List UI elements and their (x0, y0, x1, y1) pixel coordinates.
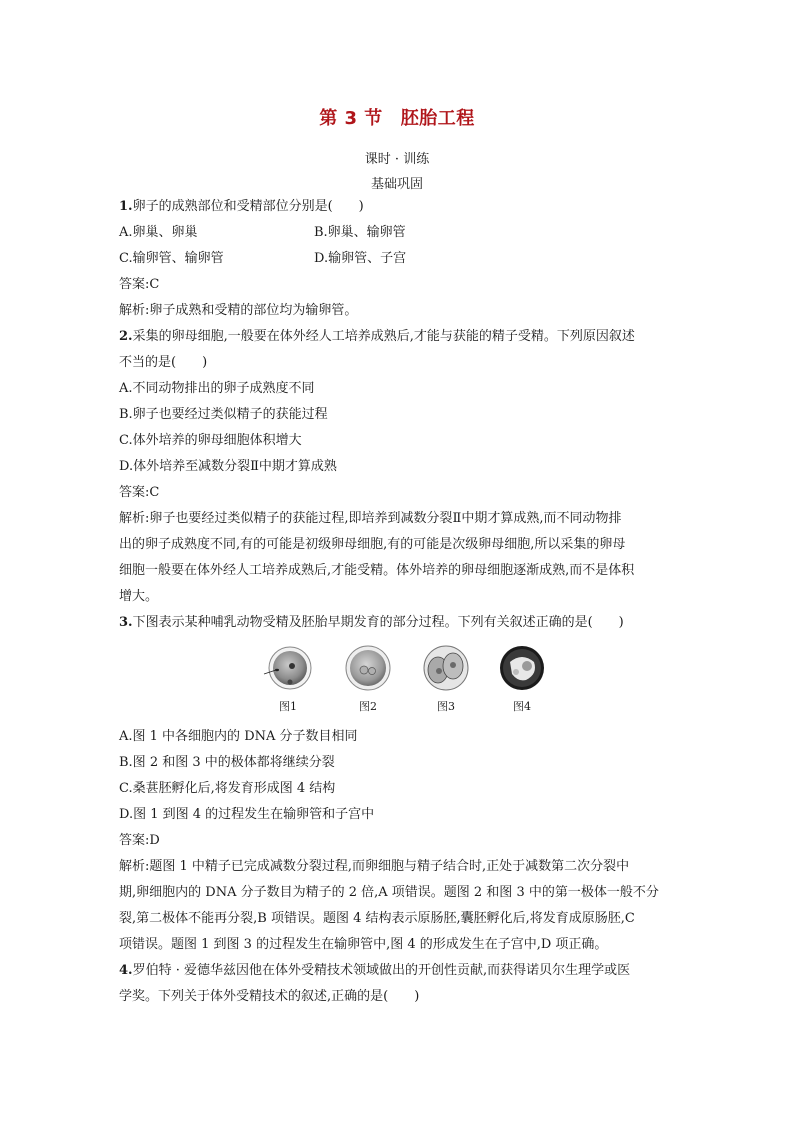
section-heading: 基础巩固 (370, 177, 423, 192)
question-2-option-b: B.卵子也要经过类似精子的获能过程 (119, 407, 328, 422)
question-2-stem-line-2: 不当的是( ) (119, 355, 208, 370)
question-1-option-c: C.输卵管、输卵管 (119, 251, 224, 266)
question-1-option-a: A.卵巢、卵巢 (119, 225, 198, 240)
question-1-answer: 答案:C (119, 277, 160, 292)
question-number: 1. (119, 199, 133, 214)
figure-1-label: 图1 (279, 700, 297, 713)
question-3-option-a: A.图 1 中各细胞内的 DNA 分子数目相同 (119, 729, 358, 744)
question-3-analysis-line-1: 解析:题图 1 中精子已完成减数分裂过程,而卵细胞与精子结合时,正处于减数第二次分裂中 (119, 859, 630, 874)
question-3-analysis-line-3: 裂,第二极体不能再分裂,B 项错误。题图 4 结构表示原肠胚,囊胚孵化后,将发育成原肠胚,C (119, 911, 635, 926)
question-2-analysis-line-4: 增大。 (119, 589, 159, 604)
question-number: 4. (119, 963, 133, 978)
zygote-illustration (342, 644, 394, 696)
question-2-stem-line-1: 2.采集的卵母细胞,一般要在体外经人工培养成熟后,才能与获能的精子受精。下列原因叙述 (119, 329, 635, 344)
question-3-option-c: C.桑葚胚孵化后,将发育形成图 4 结构 (119, 781, 336, 796)
figure-3-label: 图3 (437, 700, 455, 713)
question-3-answer: 答案:D (119, 833, 160, 848)
question-2-option-a: A.不同动物排出的卵子成熟度不同 (119, 381, 315, 396)
question-4-stem-line-2: 学奖。下列关于体外受精技术的叙述,正确的是( ) (119, 989, 420, 1004)
question-2-answer: 答案:C (119, 485, 160, 500)
two-cell-embryo-illustration (420, 644, 472, 696)
question-2-analysis-line-1: 解析:卵子也要经过类似精子的获能过程,即培养到减数分裂Ⅱ中期才算成熟,而不同动物排 (119, 511, 622, 526)
question-3-analysis-line-2: 期,卵细胞内的 DNA 分子数目为精子的 2 倍,A 项错误。题图 2 和图 3 中的第一极体一般不分 (119, 885, 659, 900)
figure-1 (262, 644, 314, 714)
section-title (0, 104, 794, 130)
question-2-option-d: D.体外培养至减数分裂Ⅱ中期才算成熟 (119, 459, 337, 474)
figure-4 (496, 644, 548, 714)
question-1-stem: 1.卵子的成熟部位和受精部位分别是( ) (119, 199, 364, 214)
subtitle: 课时 · 训练 (364, 152, 430, 167)
figure-2 (342, 644, 394, 714)
question-1-analysis: 解析:卵子成熟和受精的部位均为输卵管。 (119, 303, 358, 318)
figure-2-label: 图2 (359, 700, 377, 713)
embryo-figure-row (258, 644, 548, 718)
question-4-stem-line-1: 4.罗伯特 · 爱德华兹因他在体外受精技术领域做出的开创性贡献,而获得诺贝尔生理学或医 (119, 963, 631, 978)
question-2-option-c: C.体外培养的卵母细胞体积增大 (119, 433, 302, 448)
question-number: 2. (119, 329, 133, 344)
question-3-stem: 3.下图表示某种哺乳动物受精及胚胎早期发育的部分过程。下列有关叙述正确的是( ) (119, 615, 624, 630)
question-1-option-d: D.输卵管、子宫 (314, 251, 407, 266)
question-3-option-b: B.图 2 和图 3 中的极体都将继续分裂 (119, 755, 335, 770)
question-number: 3. (119, 615, 133, 630)
title-section-number: 第 3 节 (319, 108, 383, 129)
question-3-analysis-line-4: 项错误。题图 1 到图 3 的过程发生在输卵管中,图 4 的形成发生在子宫中,D 项正确。 (119, 937, 608, 952)
question-3-option-d: D.图 1 到图 4 的过程发生在输卵管和子宫中 (119, 807, 375, 822)
gastrula-illustration (496, 644, 548, 696)
question-1-option-b: B.卵巢、输卵管 (314, 225, 406, 240)
title-topic: 胚胎工程 (400, 108, 475, 129)
figure-4-label: 图4 (513, 700, 531, 713)
question-2-analysis-line-2: 出的卵子成熟度不同,有的可能是初级卵母细胞,有的可能是次级卵母细胞,所以采集的卵母 (119, 537, 626, 552)
fertilization-illustration (262, 644, 314, 696)
figure-3 (420, 644, 472, 714)
question-2-analysis-line-3: 细胞一般要在体外经人工培养成熟后,才能受精。体外培养的卵母细胞逐渐成熟,而不是体积 (119, 563, 635, 578)
